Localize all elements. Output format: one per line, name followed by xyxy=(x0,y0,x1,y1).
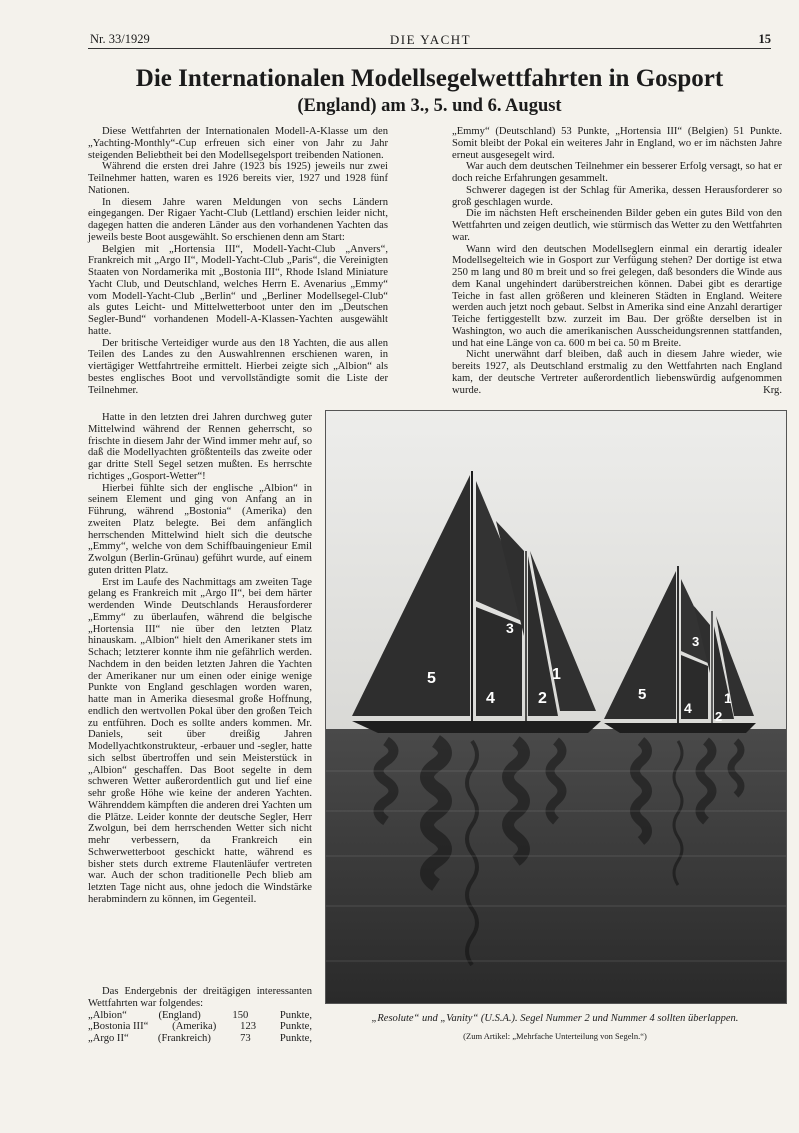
sail-number: 2 xyxy=(538,690,547,707)
result-country: (England) xyxy=(158,1009,201,1021)
result-unit: Punkte, xyxy=(279,1009,312,1021)
paragraph: In diesem Jahre waren Meldungen von sechs Ländern eingegangen. Der Rigaer Yacht-Club (Lettland) erschien leider nicht, dagegen hatten die anderen Länder aus den vorhandenen Yachten das jeweils beste Boot ausgewählt. So erschienen denn am Start: xyxy=(88,196,388,243)
result-row xyxy=(88,1021,312,1033)
author-signature: Krg. xyxy=(763,384,782,396)
result-points: 150 xyxy=(232,1009,249,1021)
sail-number: 3 xyxy=(692,634,700,649)
photo-credit: (Zum Artikel: „Mehrfache Unterteilung von Segeln.“) xyxy=(463,1031,647,1041)
article-subtitle: (England) am 3., 5. und 6. August xyxy=(297,96,562,116)
paragraph: Der britische Verteidiger wurde aus den 18 Yachten, die aus allen Teilen des Landes zu den Auswahlrennen erschienen waren, in viertägiger Wettfahrtreihe ermittelt. Hierbei zeigte sich „Albion“ als bestes englisches Boot und vervollständigte somit die Liste der Teilnehmer. xyxy=(88,337,388,396)
sail-number: 3 xyxy=(506,620,514,636)
result-boat: „Albion“ xyxy=(88,1009,127,1021)
issue-number: Nr. 33/1929 xyxy=(90,32,150,46)
paragraph: Erst im Laufe des Nachmittags am zweiten Tage gelang es Frankreich mit „Argo II“, bei dem härter werdenden Winde Deutschlands Herausforderer „Emmy“ zu überlaufen, während die belgische „Hortensia III“ nie über den letzten Platz hinauskam. „Albion“ hielt den Amerikaner stets im Schach; letzterer konnte ihm nie gefährlich werden. Nachdem in den beiden letzten Jahren die Yachten der Amerikaner nur um einen oder einige wenige Punkte von England geschlagen worden waren, hatte man in Amerika diesesmal große Hoffnung, endlich den wertvollen Pokal über den großen Teich zu entführen. Doch es sollte anders kommen. Mr. Daniels, seit über dreißig Jahren Modellyachtkonstrukteur, -erbauer und -segler, hatte sich selbst übertroffen und sein Meisterstück in „Albion“ geschaffen. Das Boot segelte in dem schweren Wetter außerordentlich gut und lief eine sehr große Höhe wie keine der anderen Yachten. Währenddem kämpften die anderen drei Yachten um die Plätze. Leider konnte der deutsche Segler, Herr Zwolgun, bei dem herrschenden Wetter sich nicht mehr verbessern, da Frankreich ein Schwerwetterboot geschickt hatte, während es bisher stets durch extreme Flautenläufer vertreten war. Auch der schon traditionelle Pech blieb am letzten Tage nicht aus, ohne jedoch die Windstärke herabmindern zu können, im Gegenteil. xyxy=(88,576,312,905)
article-title: Die Internationalen Modellsegelwettfahrten in Gosport xyxy=(135,65,724,92)
sail-number: 1 xyxy=(724,690,732,706)
paragraph: Schwerer dagegen ist der Schlag für Amerika, dessen Herausforderer so groß geschlagen wurde. xyxy=(452,184,782,208)
sail-number: 5 xyxy=(427,670,436,687)
paragraph: Während die ersten drei Jahre (1923 bis 1925) jeweils nur zwei Teilnehmer hatten, waren es 1926 bereits vier, 1927 und 1928 fünf Nationen. xyxy=(88,161,388,196)
sail-number: 4 xyxy=(684,700,692,716)
photo-caption: „Resolute“ und „Vanity“ (U.S.A.). Segel Nummer 2 und Nummer 4 sollten überlappen. xyxy=(371,1013,739,1024)
sail-number: 4 xyxy=(486,690,495,707)
sailing-yachts-photo xyxy=(325,410,787,1004)
result-country: (Amerika) xyxy=(172,1021,217,1033)
sail-number: 1 xyxy=(552,666,561,683)
results-section xyxy=(88,986,312,1045)
running-header xyxy=(90,32,771,48)
sail-4 xyxy=(476,607,522,716)
paragraph: Hierbei fühlte sich der englische „Albion“ in seinem Element und ging von Anfang an in Führung, während „Bostonia“ (Amerika) den zweiten Platz belegte. Bei dem anfänglich herrschenden Mittelwind hielt sich die deutsche „Emmy“, welche von dem Schiffbauingenieur Emil Zwolgun (Berlin-Grünau) geführt wurde, auf einem guten dritten Platz. xyxy=(88,482,312,576)
result-row xyxy=(88,1033,312,1045)
left-column-narrow xyxy=(88,412,312,906)
header-rule xyxy=(88,48,771,49)
page-number: 15 xyxy=(758,32,771,46)
left-column-top xyxy=(88,126,388,396)
paragraph: Diese Wettfahrten der Internationalen Modell-A-Klasse um den „Yachting-Monthly“-Cup erfreuen sich einer von Jahr zu Jahr steigenden Beliebtheit bei den Modellsegelsport treibenden Nationen. xyxy=(88,126,388,161)
magazine-name: DIE YACHT xyxy=(389,32,472,47)
result-points: 123 xyxy=(240,1021,257,1033)
result-boat: „Argo II“ xyxy=(88,1033,129,1044)
result-points: 73 xyxy=(240,1033,251,1044)
result-boat: „Bostonia III“ xyxy=(88,1021,149,1033)
paragraph: Das Endergebnis der dreitägigen interessanten Wettfahrten war folgendes: xyxy=(88,986,312,1009)
result-unit: Punkte, xyxy=(279,1021,312,1033)
paragraph: War auch dem deutschen Teilnehmer ein besserer Erfolg versagt, so hat er doch reiche Erfahrungen gesammelt. xyxy=(452,161,782,184)
right-column xyxy=(452,126,782,396)
closing-text: Nicht unerwähnt darf bleiben, daß auch in diesem Jahre wieder, wie bereits 1927, als Deutschland erstmalig zu den Wettfahrten nach England kam, der deutsche Vertreter außerordentlich liebenswürdig aufgenommen wurde. xyxy=(452,349,782,396)
paragraph: „Emmy“ (Deutschland) 53 Punkte, „Hortensia III“ (Belgien) 51 Punkte. Somit bleibt der Pokal ein weiteres Jahr in England, wo er im nächsten Jahre erneut ausgesegelt wird. xyxy=(452,126,782,161)
sail-number: 2 xyxy=(715,709,723,724)
paragraph: Wann wird den deutschen Modellseglern einmal ein derartig idealer Modellsegelteich wie in Gosport zur Verfügung stehen? Der dortige ist etwa 250 m lang und 80 m breit und so frei gelegen, daß besonders die Winde aus dem Kanal ungehindert darüberstreichen können. Dabei gibt es derartige Teiche in fast allen größeren und kleineren Städten in England. Weitere werden auch jetzt noch gebaut. Selbst in Amerika sind eine Anzahl derartiger Teiche fertiggestellt bzw. zurzeit im Bau. Der größte derselben ist in Washington, wo auch die amerikanischen Ausscheidungsrennen stattfanden, und hat eine Länge von ca. 600 m bei ca. 50 m Breite. xyxy=(452,243,782,349)
water xyxy=(326,729,786,1003)
paragraph xyxy=(452,349,782,396)
result-country: (Frankreich) xyxy=(157,1033,211,1044)
hull xyxy=(604,723,756,733)
result-unit: Punkte, xyxy=(279,1033,312,1044)
paragraph: Hatte in den letzten drei Jahren durchweg guter Mittelwind während der Rennen geherrscht, so frischte in diesem Jahr der Wind immer mehr auf, so daß die Modellyachten größtenteils das zweite oder gar dritte Stell Segel setzen mußten. Es herrschte richtiges „Gosport-Wetter“! xyxy=(88,412,312,482)
result-row xyxy=(88,1010,312,1022)
yachts-illustration xyxy=(326,411,786,1003)
hull xyxy=(352,721,601,733)
paragraph: Belgien mit „Hortensia III“, Modell-Yacht-Club „Anvers“, Frankreich mit „Argo II“, Modell-Yacht-Club „Paris“, die Vereinigten Staaten von Nordamerika mit „Bostonia III“, Rhode Island Miniature Yacht Club, und Deutschland, welches Herrn E. Avenarius „Emmy“ vom Modell-Yacht-Club „Berlin“ und „Berliner Modellsegel-Club“ als gutes Leicht- und Mittelwetterboot unter den im „Deutschen Segler-Bund“ vorhandenen Modell-A-Klassen-Yachten ausgewählt hatte. xyxy=(88,243,388,337)
paragraph: Die im nächsten Heft erscheinenden Bilder geben ein gutes Bild von den Wettfahrten und zeigen deutlich, wie stürmisch das Wetter zu den Wettfahrten war. xyxy=(452,208,782,243)
sail-number: 5 xyxy=(638,686,647,703)
